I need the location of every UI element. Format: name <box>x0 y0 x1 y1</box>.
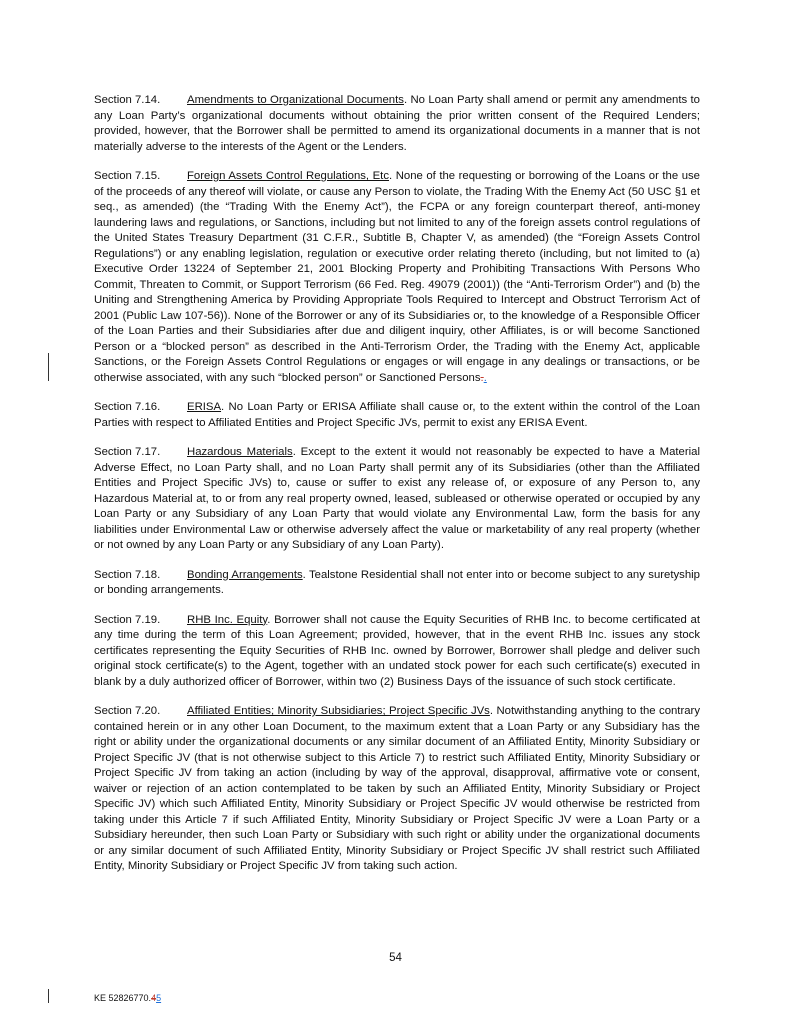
section-7-18 <box>94 568 700 599</box>
section-title: Foreign Assets Control Regulations, Etc <box>187 170 390 182</box>
inserted-text: . <box>483 371 487 384</box>
footer-doc-id <box>94 993 161 1003</box>
section-body: . No Loan Party or ERISA Affiliate shall cause or, to the extent within the control of the Loan Parties with respect to Affiliated Entities and Project Specific JVs, permit to exist any ERISA Event. <box>94 401 700 429</box>
change-bar <box>48 353 49 381</box>
section-body: . Tealstone Residential shall not enter into or become subject to any suretyship or bonding arrangements. <box>94 568 700 596</box>
section-7-19 <box>94 613 700 691</box>
section-title: Amendments to Organizational Documents <box>187 94 404 106</box>
page-number: 54 <box>389 952 402 964</box>
section-number: Section 7.16. <box>94 401 161 413</box>
section-body: . Notwithstanding anything to the contrary contained herein or in any other Loan Document, to the maximum extent that a Loan Party or any Subsidiary has the right or ability under the organizational documents or any similar document of an Affiliated Entity, Minority Subsidiary or Project Specific JV (that is not otherwise subject to this Article 7) to restrict such Affiliated Entity, Minority Subsidiary or Project Specific JV from taking an action (including by way of the approval, disapproval, affirmative vote or consent, waiver or rejection of an action contemplated to be taken by such an Affiliated Entity, Minority Subsidiary or Project Specific JV) which such Affiliated Entity, Minority Subsidiary or Project Specific JV would otherwise be restricted from taking under this Article 7 if such Affiliated Entity, Minority Subsidiary or Project Specific JV were a Loan Party or a Subsidiary hereunder, then such Loan Party or Subsidiary with such right or ability under the organizational documents or any similar document of such Affiliated Entity, Minority Subsidiary or Project Specific JV shall restrict such Affiliated Entity, Minority Subsidiary or Project Specific JV from taking such action. <box>94 705 700 872</box>
section-title: Affiliated Entities; Minority Subsidiaries; Project Specific JVs <box>187 705 490 717</box>
section-title: ERISA <box>187 401 222 413</box>
section-7-20 <box>94 704 700 875</box>
section-body: . None of the requesting or borrowing of the Loans or the use of the proceeds of any thereof will violate, or cause any Person to violate, the Trading With the Enemy Act (50 USC §1 et seq., as amended) (the “Trading With the Enemy Act”), the FCPA or any foreign counterpart thereof, anti-money laundering laws and regulations, or Sanctions, including but not limited to any of the foreign assets control regulations of the United States Treasury Department (31 C.F.R., Subtitle B, Chapter V, as amended) (the “Foreign Assets Control Regulations”) or any enabling legislation, regulation or executive order relating thereto (including, but not limited to (a) Executive Order 13224 of September 21, 2001 Blocking Property and Prohibiting Transactions With Persons Who Commit, Threaten to Commit, or Support Terrorism (66 Fed. Reg. 49079 (2001)) (the “Anti-Terrorism Order”) and (b) the Uniting and Strengthening America by Providing Appropriate Tools Required to Intercept and Obstruct Terrorism Act of 2001 (Public Law 107-56)). None of the Borrower or any of its Subsidiaries or, to the knowledge of a Responsible Officer of the Loan Parties and their Subsidiaries after due and diligent inquiry, other Affiliates, is or will become Sanctioned Person or a “blocked person” as described in the Anti-Terrorism Order, the Trading with the Enemy Act, applicable Sanctions, or the Foreign Assets Control Regulations or engages or will engage in any dealings or transactions, or be otherwise associated, with any such “blocked person” or Sanctioned Persons <box>94 170 700 384</box>
version-inserted: 5 <box>156 993 162 1003</box>
doc-id: KE 52826770. <box>94 993 152 1003</box>
version-deleted: 4 <box>151 993 157 1003</box>
section-7-15 <box>94 169 700 386</box>
section-number: Section 7.20. <box>94 705 161 717</box>
section-body: . Except to the extent it would not reasonably be expected to have a Material Adverse Effect, no Loan Party shall, and no Loan Party shall permit any of its Subsidiaries (other than the Affiliated Entities and Project Specific JVs) to, cause or suffer to exist any release of, or exposure of any Person to, any Hazardous Material at, to or from any real property owned, leased, subleased or otherwise operated or occupied by any Loan Party or any Subsidiary of any Loan Party that would violate any Environmental Law, form the basis for any liabilities under Environmental Law or otherwise adversely affect the value or marketability of any real property (whether or not owned by any Loan Party or any Subsidiary of any Loan Party). <box>94 446 700 551</box>
section-body: . Borrower shall not cause the Equity Securities of RHB Inc. to become certificated at any time during the term of this Loan Agreement; provided, however, that in the event RHB Inc. issues any stock certificates representing the Equity Securities of RHB Inc. owned by Borrower, Borrower shall pledge and deliver such original stock certificate(s) to the Agent, together with an undated stock power for each such certificate(s) executed in blank by a duly authorized officer of Borrower, within two (2) Business Days of the issuance of such stock certificate. <box>94 613 700 688</box>
section-number: Section 7.18. <box>94 568 161 581</box>
section-7-16 <box>94 400 700 431</box>
section-number: Section 7.19. <box>94 613 161 626</box>
document-body <box>94 93 700 889</box>
section-number: Section 7.14. <box>94 94 161 106</box>
section-title: Hazardous Materials <box>187 446 293 458</box>
change-bar <box>48 989 49 1003</box>
section-body: . No Loan Party shall amend or permit any amendments to any Loan Party’s organizational documents without obtaining the prior written consent of the Required Lenders; provided, however, that the Borrower shall be permitted to amend its organizational documents in a manner that is not materially adverse to the interests of the Agent or the Lenders. <box>94 94 700 153</box>
section-7-14 <box>94 93 700 155</box>
section-title: RHB Inc. Equity <box>187 613 268 626</box>
section-number: Section 7.15. <box>94 170 161 182</box>
section-number: Section 7.17. <box>94 446 161 458</box>
deleted-text: . <box>480 371 484 384</box>
section-title: Bonding Arrangements <box>187 568 303 581</box>
section-7-17 <box>94 445 700 554</box>
